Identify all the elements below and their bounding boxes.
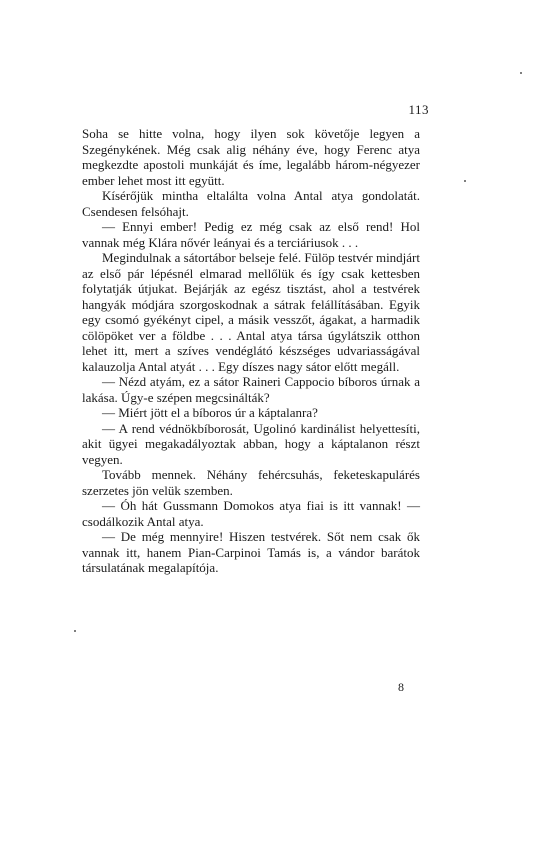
paragraph-3: — Ennyi ember! Pedig ez még csak az első rend! Hol vannak még Klára nővér leányai és a terciáriusok . . .	[82, 219, 420, 250]
paragraph-1: Soha se hitte volna, hogy ilyen sok követője legyen a Szegénykének. Még csak alig néhány éve, hogy Ferenc atya megkezdte apostoli munkáját és íme, legalább három-négyezer ember lehet most itt együtt.	[82, 126, 420, 188]
paragraph-7: — A rend védnökbíborosát, Ugolinó kardinálist helyettesíti, akit ügyei megakadályoztak abban, hogy a káptalanon részt vegyen.	[82, 420, 420, 467]
paragraph-4: Megindulnak a sátortábor belseje felé. Fülöp testvér mindjárt az első pár lépésnél elmarad mellőlük és így csak kettesben folytatják útjukat. Bejárják az egész tisztást, ahol a testvérek hangyák módjára szorgoskodnak a sátrak felállításában. Egyik egy csomó gyékényt cipel, a másik vesszőt, ágakat, a harmadik cölöpöket ver a földbe . . . Antal atya társa úgylátszik otthon lehet itt, mert a szíves vendéglátó készséges udvariasságával kalauzolja Antal atyát . . . Egy díszes nagy sátor előtt megáll.	[82, 250, 420, 374]
paragraph-9: — Óh hát Gussmann Domokos atya fiai is itt vannak! — csodálkozik Antal atya.	[82, 498, 420, 529]
paper-speck	[520, 72, 522, 74]
paper-speck	[74, 630, 76, 632]
page-number: 113	[408, 102, 429, 117]
paragraph-2: Kísérőjük mintha eltalálta volna Antal atya gondolatát. Csendesen felsóhajt.	[82, 188, 420, 219]
paragraph-10: — De még mennyire! Hiszen testvérek. Sőt nem csak ők vannak itt, hanem Pian-Carpinoi Tamás is, a vándor barátok társulatának megalapítója.	[82, 529, 420, 575]
paragraph-6: — Miért jött el a bíboros úr a káptalanra?	[102, 405, 318, 420]
paragraph-5: — Nézd atyám, ez a sátor Raineri Cappocio bíboros úrnak a lakása. Úgy-e szépen megcsinálták?	[82, 374, 420, 405]
signature-mark: 8	[398, 680, 404, 694]
paper-speck	[464, 180, 466, 182]
body-text	[82, 126, 420, 576]
paragraph-8: Tovább mennek. Néhány fehércsuhás, feketeskapulárés szerzetes jön velük szemben.	[82, 467, 420, 498]
